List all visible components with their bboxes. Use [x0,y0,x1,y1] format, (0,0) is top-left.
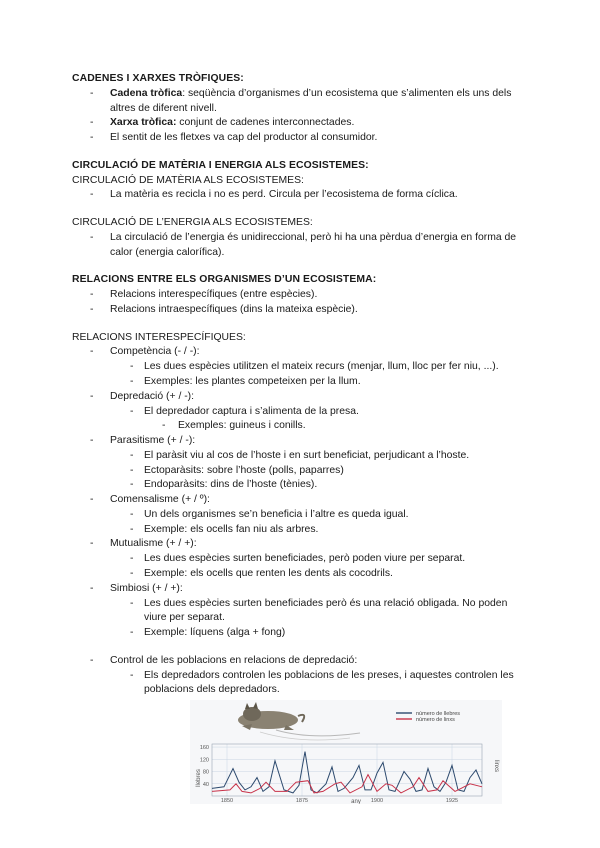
list-item: - Ectoparàsits: sobre l’hoste (polls, paparres) [130,464,344,476]
predator-prey-chart [190,700,502,804]
section-title-relacions: RELACIONS ENTRE ELS ORGANISMES D’UN ECOSISTEMA: [72,274,377,286]
relation-competencia: - Competència (- / -): [90,346,200,358]
chart-svg [190,700,502,804]
list-item: - Les dues espècies utilitzen el mateix recurs (menjar, llum, lloc per fer niu, ...). [130,361,499,373]
y-axis-label-right: linxs [493,760,499,773]
subheading-interespecifiques: RELACIONS INTERESPECÍFIQUES: [72,331,246,343]
list-item: - La matèria es recicla i no es perd. Circula per l’ecosistema de forma cíclica. [90,189,458,201]
x-axis-label: any [351,799,361,805]
list-item: - Els depredadors controlen les poblacions de les preses, i aquestes controlen les poblacions dels depredadors. [130,669,514,696]
list-item: - La circulació de l’energia és unidireccional, però hi ha una pèrdua d’energia en forma de calor (energia calorífica). [90,231,517,258]
legend-label: número de llebres [416,711,461,718]
relation-parasitisme: - Parasitisme (+ / -): [90,435,196,447]
section-title-cadenes: CADENES I XARXES TRÒFIQUES: [72,73,244,84]
list-item: - Relacions interespecífiques (entre espècies). [90,289,318,301]
list-item: - Les dues espècies surten beneficiades però és una relació obligada. No poden viure per separat. [130,597,508,624]
list-item: - Les dues espècies surten beneficiades, però poden viure per separat. [130,553,466,565]
list-item: - Exemple: líquens (alga + fong) [130,627,286,639]
section-title-circulacio: CIRCULACIÓ DE MATÈRIA I ENERGIA ALS ECOSISTEMES: [72,159,369,171]
y-tick-label: 80 [202,769,209,776]
list-item: - Un dels organismes se’n beneficia i l’altre es queda igual. [130,508,409,520]
list-item: - Xarxa tròfica: conjunt de cadenes interconnectades. [90,117,355,129]
list-item: - Exemple: els ocells fan niu als arbres. [130,523,319,535]
cadenes-list [72,87,532,146]
relation-simbiosi: - Simbiosi (+ / +): [90,582,183,594]
list-item: - Relacions intraespecífiques (dins la mateixa espècie). [90,303,358,315]
y-tick-label: 160 [199,745,209,752]
list-item: - El sentit de les fletxes va cap del productor al consumidor. [90,132,378,144]
x-tick-label: 1850 [220,798,234,805]
x-tick-label: 1925 [445,798,459,805]
relation-comensalisme: - Comensalisme (+ / º): [90,494,210,506]
control-poblacions: - Control de les poblacions en relacions de depredació: [90,654,358,666]
relation-mutualisme: - Mutualisme (+ / +): [90,538,197,550]
list-item: - Exemples: les plantes competeixen per la llum. [130,376,361,388]
y-tick-label: 40 [202,781,209,788]
list-item: - Endoparàsits: dins de l’hoste (tènies). [130,479,318,491]
x-tick-label: 1875 [295,798,309,805]
y-axis-label-left: llebres [196,769,202,787]
y-tick-label: 120 [199,757,209,764]
list-item: - El depredador captura i s’alimenta de la presa. [130,405,359,417]
list-item: - El paràsit viu al cos de l’hoste i en surt beneficiat, perjudicant a l’hoste. [130,449,470,461]
subheading-energia: CIRCULACIÓ DE L’ENERGIA ALS ECOSISTEMES: [72,217,313,229]
list-item: - Exemple: els ocells que renten les dents als cocodrils. [130,567,393,579]
relation-depredacio: - Depredació (+ / -): [90,390,195,402]
subheading-materia: CIRCULACIÓ DE MATÈRIA ALS ECOSISTEMES: [72,174,304,186]
document-page [72,72,532,804]
legend-label: número de linxs [416,717,455,724]
x-tick-label: 1900 [370,798,384,805]
list-item: - Exemples: guineus i conills. [162,420,306,432]
list-item: - Cadena tròfica: seqüència d’organismes d’un ecosistema que s’alimenten els uns dels altres de diferent nivell. [90,87,512,114]
